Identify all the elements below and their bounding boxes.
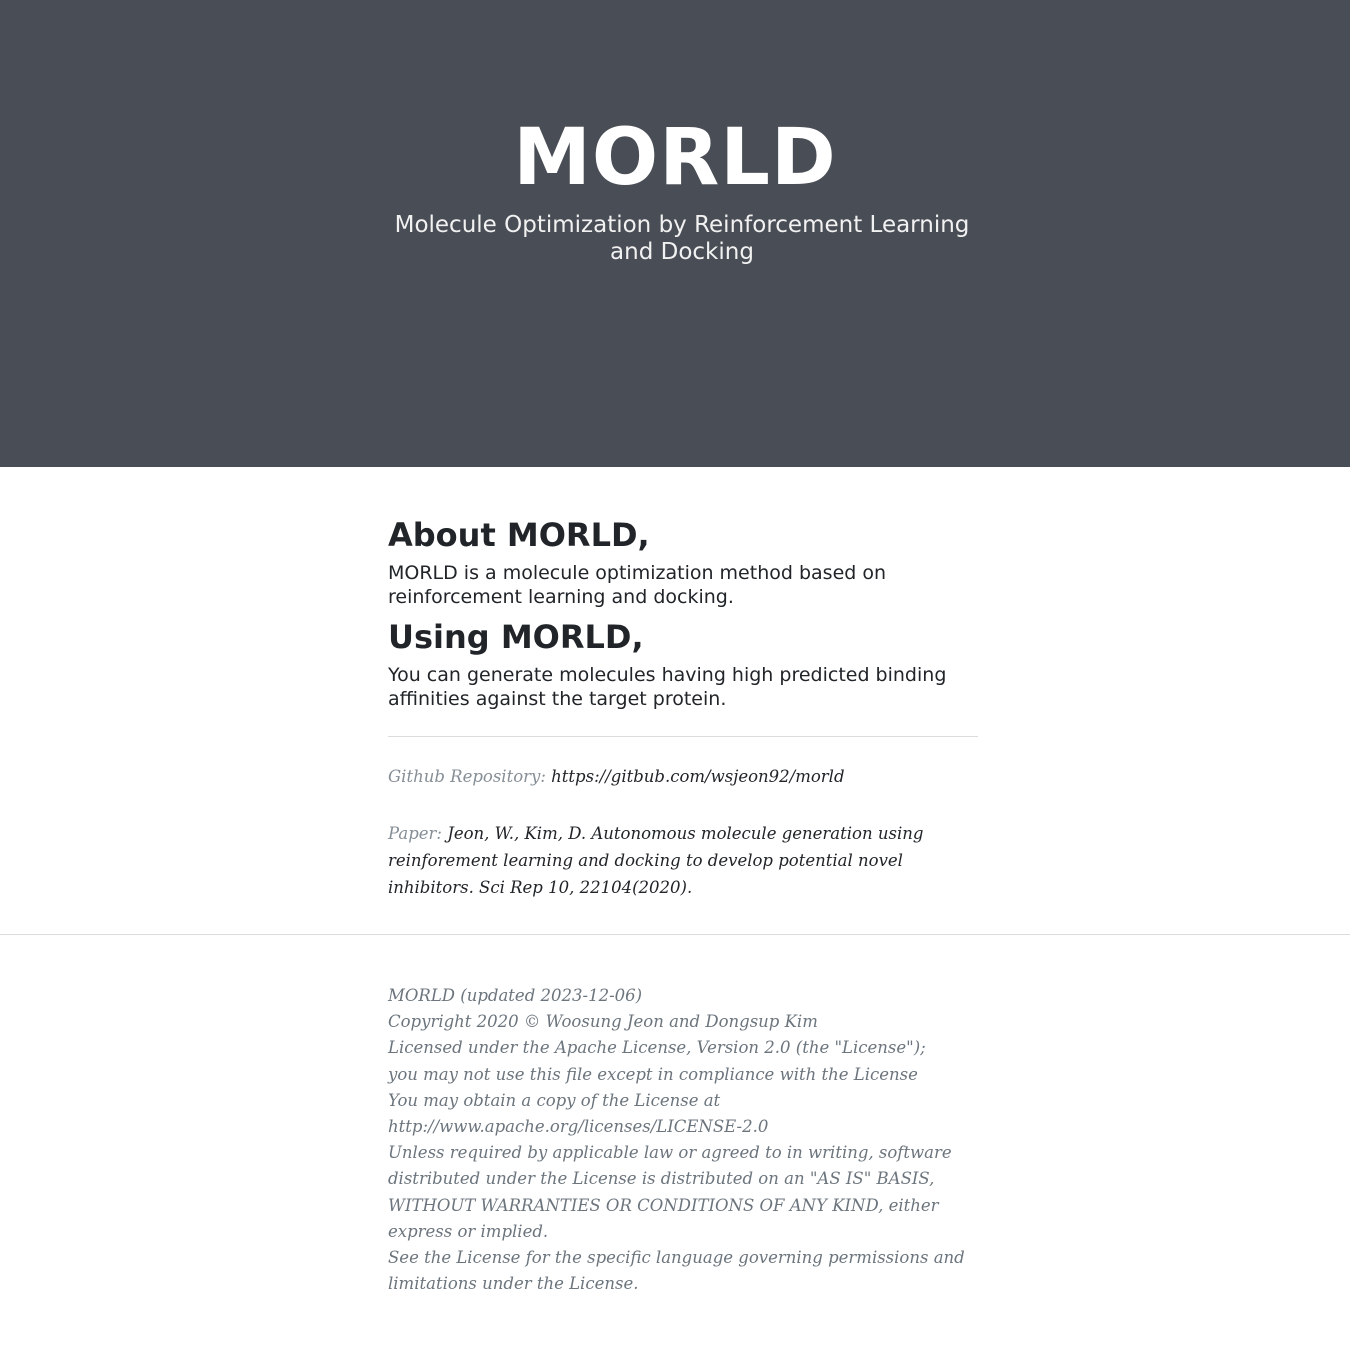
main-content xyxy=(388,467,978,901)
about-section xyxy=(388,517,978,609)
footer-license-url[interactable]: http://www.apache.org/licenses/LICENSE-2.0 xyxy=(388,1117,769,1137)
footer-license-line: Unless required by applicable law or agreed to in writing, software distributed under the License is distributed on an "AS IS" BASIS, WITHOUT WARRANTIES OR CONDITIONS OF ANY KIND, either express or implied. xyxy=(388,1143,952,1241)
using-heading: Using MORLD, xyxy=(388,618,644,656)
about-text: MORLD is a molecule optimization method based on reinforcement learning and docking. xyxy=(388,562,887,608)
using-text: You can generate molecules having high predicted binding affinities against the target protein. xyxy=(388,664,947,710)
paper-citation: Jeon, W., Kim, D. Autonomous molecule generation using reinforement learning and docking to develop potential novel inhibitors. Sci Rep 10, 22104(2020). xyxy=(388,824,924,897)
hero-header xyxy=(0,0,1350,467)
footer-version: MORLD (updated 2023-12-06) xyxy=(388,986,643,1005)
page-title: MORLD xyxy=(513,113,837,203)
using-section xyxy=(388,619,978,711)
about-heading: About MORLD, xyxy=(388,516,650,554)
section-divider xyxy=(388,736,978,737)
page-subtitle: Molecule Optimization by Reinforcement Learning and Docking xyxy=(394,212,970,265)
footer-license-line: You may obtain a copy of the License at xyxy=(388,1090,721,1110)
paper-label: Paper: xyxy=(388,824,442,843)
footer xyxy=(388,935,978,1297)
footer-license-line: you may not use this file except in compliance with the License xyxy=(388,1064,918,1084)
paper-info xyxy=(388,820,978,901)
github-label: Github Repository: xyxy=(388,767,546,786)
footer-copyright: Copyright 2020 © Woosung Jeon and Dongsup Kim xyxy=(388,1012,818,1032)
github-info xyxy=(388,763,978,790)
footer-license-line: See the License for the specific language governing permissions and limitations under the License. xyxy=(388,1248,965,1294)
footer-license-line: Licensed under the Apache License, Version 2.0 (the "License"); xyxy=(388,1038,926,1058)
github-link[interactable]: https://gitbub.com/wsjeon92/morld xyxy=(551,767,845,786)
